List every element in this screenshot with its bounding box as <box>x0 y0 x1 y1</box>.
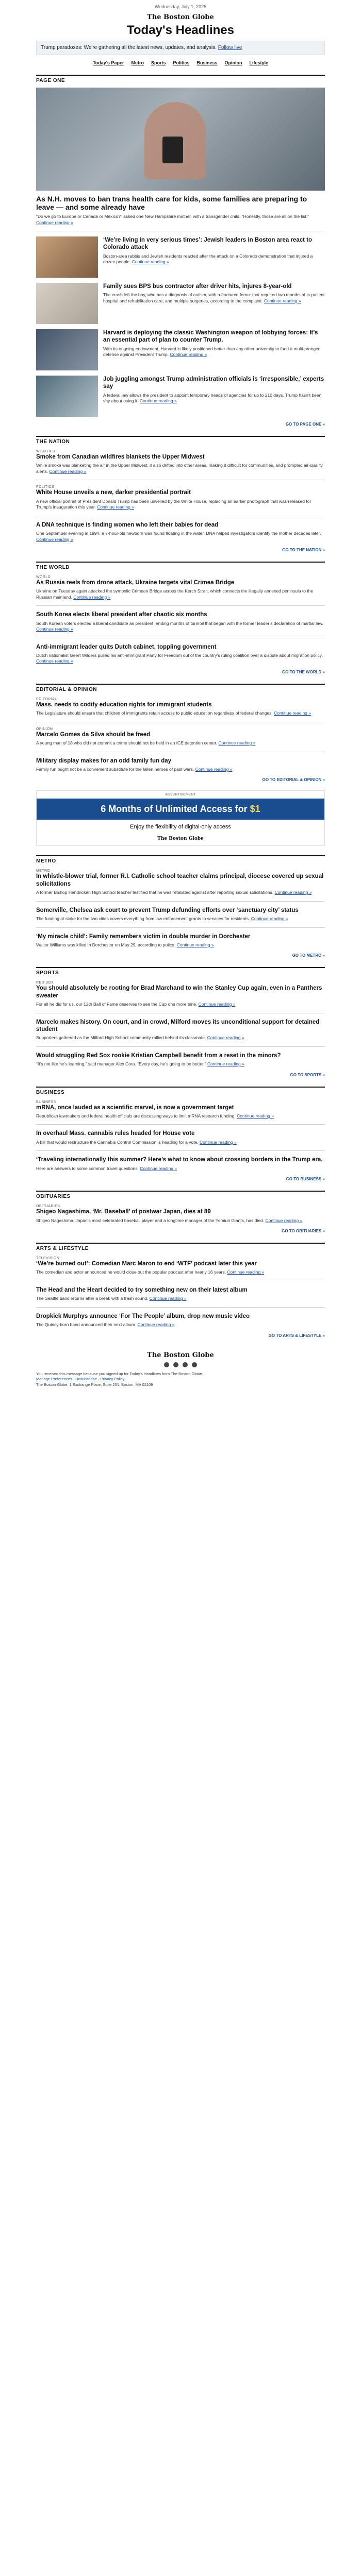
continue-link[interactable]: Continue reading » <box>176 942 214 947</box>
story-headline[interactable]: Mass. needs to codify education rights for immigrant students <box>36 701 212 708</box>
continue-link[interactable]: Continue reading » <box>36 658 73 664</box>
story-kicker: BUSINESS <box>36 1100 56 1104</box>
story <box>36 575 325 600</box>
ad-subtext: Enjoy the flexibility of digital-only access <box>130 824 231 831</box>
story-summary: A former Bishop Hendricken High School teacher testified that he was retaliated against after reporting sexual solicitations. Continue reading » <box>36 890 312 895</box>
story-summary: The comedian and actor announced he would close out the popular podcast after nearly 16 years. Continue reading » <box>36 1269 265 1275</box>
unsubscribe-link[interactable]: Unsubscribe <box>75 1377 97 1382</box>
story-summary: A bill that would restructure the Cannabis Control Commission is heading for a vote. Continue reading » <box>36 1139 237 1145</box>
story-headline[interactable]: Shigeo Nagashima, ‘Mr. Baseball’ of postwar Japan, dies at 89 <box>36 1209 211 1215</box>
social-icons <box>36 1362 325 1367</box>
story <box>36 1257 325 1276</box>
story-summary: Here are answers to some common travel questions. Continue reading » <box>36 1165 177 1171</box>
promo-banner <box>36 41 325 55</box>
story-kicker: OPINION <box>36 727 53 731</box>
story <box>36 981 325 1007</box>
section-arts: ARTS & LIFESTYLE <box>36 1243 325 1251</box>
lead-continue-link[interactable]: Continue reading » <box>36 219 73 225</box>
story-image[interactable] <box>36 376 98 417</box>
lead-story-headline[interactable]: As N.H. moves to ban trans health care for kids, some families are preparing to leave — and some already have <box>36 194 307 212</box>
goto-business-link[interactable]: GO TO BUSINESS » <box>286 1177 325 1182</box>
story <box>36 521 325 543</box>
story-summary: “It’s not like he’s learning,” said manager Alex Cora. “Every day, he’s going to be better.” Continue reading » <box>36 1061 244 1067</box>
section-metro: METRO <box>36 855 325 864</box>
promo-link[interactable]: Follow live <box>218 45 242 50</box>
continue-link[interactable]: Continue reading » <box>49 468 87 474</box>
continue-link[interactable]: Continue reading » <box>140 1165 177 1171</box>
story-summary: Ukraine on Tuesday again attacked the symbolic Crimean Bridge across the Kerch Strait, which connects the illegally annexed peninsula to the Russian mainland. Continue reading » <box>36 588 314 600</box>
story-summary: A young man of 18 who did not commit a crime should not be held in an ICE detention center. Continue reading » <box>36 740 256 746</box>
story <box>36 727 325 747</box>
story-headline[interactable]: Smoke from Canadian wildfires blankets the Upper Midwest <box>36 454 205 461</box>
story-headline[interactable]: ‘Traveling internationally this summer? Here’s what to know about crossing borders in the Trump era. <box>36 1157 323 1163</box>
story <box>36 698 325 717</box>
story-image[interactable] <box>36 236 98 278</box>
story-kicker: WORLD <box>36 575 51 579</box>
section-sports: SPORTS <box>36 967 325 976</box>
continue-link[interactable]: Continue reading » <box>36 626 73 632</box>
story-summary: For all he did for us, our 12th Ball of Fame deserves to see the Cup one more time. Continue reading » <box>36 1002 236 1007</box>
footer-logo[interactable]: The Boston Globe <box>147 1351 214 1359</box>
story <box>36 1052 325 1067</box>
story-summary: Boston-area rabbis and Jewish residents reacted after the attack on a Colorado demonstration that injured a dozen people. Continue reading » <box>103 253 313 265</box>
lead-story-summary: “Do we go to Europe or Canada or Mexico?” asked one New Hampshire mother, with a transgender child. “Honestly, those are all on the list.” Continue reading » <box>36 214 309 225</box>
subscription-ad[interactable] <box>36 790 325 846</box>
continue-link[interactable]: Continue reading » <box>139 398 177 404</box>
story-headline[interactable]: ‘We’re burned out’: Comedian Marc Maron to end ‘WTF’ podcast later this year <box>36 1261 257 1267</box>
continue-link[interactable]: Continue reading » <box>251 916 288 922</box>
nav-opinion[interactable]: Opinion <box>224 60 242 65</box>
footer-links: Manage Preferences · Unsubscribe · Privacy Policy <box>36 1377 125 1382</box>
goto-editorial-link[interactable]: GO TO EDITORIAL & OPINION » <box>262 777 325 783</box>
story-row <box>36 329 325 370</box>
story-headline[interactable]: You should absolutely be rooting for Brad Marchand to win the Stanley Cup again, even in a Panthers sweater <box>36 985 322 999</box>
story-summary: South Korean voters elected a liberal candidate as president, ending months of turmoil that began with the former leader’s declaration of martial law. Continue reading » <box>36 620 323 632</box>
story-headline[interactable]: Harvard is deploying the classic Washington weapon of lobbying forces: It’s an essential part of plan to counter Trump. <box>103 330 318 344</box>
story-summary: The Legislature should ensure that children of immigrants retain access to public education regardless of federal changes. Continue reading » <box>36 710 311 716</box>
continue-link[interactable]: Continue reading » <box>137 1322 175 1328</box>
twitter-icon[interactable] <box>173 1362 178 1367</box>
divider <box>36 1150 325 1151</box>
story-kicker: RED SOX <box>36 981 54 985</box>
continue-link[interactable]: Continue reading » <box>227 1269 265 1275</box>
story <box>36 1019 325 1041</box>
continue-link[interactable]: Continue reading » <box>207 1035 244 1041</box>
story-kicker: POLITICS <box>36 485 55 489</box>
story-kicker: EDITORIAL <box>36 697 57 701</box>
story-summary: The funding at stake for the two cities covers everything from law enforcement grants to services for residents. Continue reading » <box>36 916 288 922</box>
footer <box>36 1351 325 1388</box>
story-summary: A new official portrait of President Donald Trump has been unveiled by the White House, replacing an earlier photograph that was released for Trump’s inauguration this year. Continue reading » <box>36 498 311 510</box>
story-image[interactable] <box>36 283 98 324</box>
nav-sports[interactable]: Sports <box>151 60 166 65</box>
story-kicker: METRO <box>36 869 51 873</box>
facebook-icon[interactable] <box>164 1362 169 1367</box>
story-kicker: TELEVISION <box>36 1257 60 1260</box>
ad-brand-logo: The Boston Globe <box>157 836 204 842</box>
masthead-logo[interactable]: The Boston Globe <box>147 13 214 21</box>
story-headline[interactable]: The Head and the Heart decided to try something new on their latest album <box>36 1286 248 1293</box>
section-business: BUSINESS <box>36 1087 325 1095</box>
story-summary: Supporters gathered as the Milford High School community rallied behind its classmate. Continue reading » <box>36 1035 244 1041</box>
story-headline[interactable]: Anti-immigrant leader quits Dutch cabinet, toppling government <box>36 643 217 650</box>
continue-link[interactable]: Continue reading » <box>97 504 134 510</box>
story-row <box>36 236 325 278</box>
goto-sports-link[interactable]: GO TO SPORTS » <box>290 1072 325 1077</box>
nav-business[interactable]: Business <box>196 60 218 65</box>
continue-link[interactable]: Continue reading » <box>198 1002 236 1007</box>
story-headline[interactable]: White House unveils a new, darker presidential portrait <box>36 489 191 496</box>
story <box>36 1156 325 1172</box>
story-headline[interactable]: Somerville, Chelsea ask court to prevent Trump defunding efforts over ‘sanctuary city’ status <box>36 907 299 913</box>
continue-link[interactable]: Continue reading » <box>170 352 207 358</box>
story-summary: While smoke was blanketing the air in the Upper Midwest, it also drifted into other areas, making it difficult for communities, and prompted air-quality alerts. Continue reading » <box>36 463 323 474</box>
story-summary: Family fun ought not be a convenient substitute for the fallen heroes of past wars. Continue reading » <box>36 766 233 772</box>
footer-address: The Boston Globe, 1 Exchange Place, Suite 201, Boston, MA 02109 <box>36 1382 153 1387</box>
story <box>36 1100 325 1120</box>
continue-link[interactable]: Continue reading » <box>237 1113 274 1118</box>
story <box>36 1286 325 1302</box>
story-summary: A federal law allows the president to appoint temporary heads of agencies for up to 210 days. Trump hasn’t been shy about using it. Continue reading » <box>103 392 322 404</box>
story <box>36 485 325 510</box>
story-summary: Walter Williams was killed in Dorchester on May 29, according to police. Continue reading » <box>36 942 214 947</box>
manage-preferences-link[interactable]: Manage Preferences <box>36 1377 72 1382</box>
story <box>36 757 325 773</box>
story-headline[interactable]: South Korea elects liberal president after chaotic six months <box>36 612 207 618</box>
story-row <box>36 283 325 324</box>
date-line: Wednesday, July 1, 2025 <box>154 4 207 9</box>
nav-politics[interactable]: Politics <box>173 60 190 65</box>
story <box>36 611 325 632</box>
story-headline[interactable]: Family sues BPS bus contractor after driver hits, injures 8-year-old <box>103 283 292 290</box>
story-summary: The Seattle band returns after a break with a fresh sound. Continue reading » <box>36 1296 187 1301</box>
top-nav <box>36 60 325 65</box>
newsletter <box>36 0 325 1408</box>
story <box>36 450 325 474</box>
goto-world-link[interactable]: GO TO THE WORLD » <box>282 669 325 674</box>
story-headline[interactable]: mRNA, once lauded as a scientific marvel, is now a government target <box>36 1104 234 1111</box>
privacy-policy-link[interactable]: Privacy Policy <box>100 1377 125 1382</box>
divider <box>36 1307 325 1308</box>
section-obituaries: OBITUARIES <box>36 1191 325 1199</box>
promo-text: Trump paradoxes: We're gathering all the latest news, updates, and analysis. <box>41 45 217 50</box>
nav-metro[interactable]: Metro <box>131 60 144 65</box>
story <box>36 1313 325 1328</box>
story-summary: One September evening in 1994, a 7-hour-old newborn was found floating in the water. DNA helped investigators identify the mother decades later. Continue reading » <box>36 531 321 542</box>
story <box>36 907 325 922</box>
story-headline[interactable]: As Russia reels from drone attack, Ukraine targets vital Crimea Bridge <box>36 579 235 586</box>
ad-label: ADVERTISEMENT <box>165 793 196 797</box>
story-headline[interactable]: In whistle-blower trial, former R.I. Catholic school teacher claims principal, diocese covered up sexual solicitations <box>36 873 324 887</box>
continue-link[interactable]: Continue reading » <box>200 1139 237 1145</box>
section-page-one: PAGE ONE <box>36 75 325 83</box>
goto-arts-link[interactable]: GO TO ARTS & LIFESTYLE » <box>268 1333 325 1338</box>
goto-page-one-link[interactable]: GO TO PAGE ONE » <box>285 422 325 427</box>
section-world: THE WORLD <box>36 562 325 570</box>
story-headline[interactable]: In overhaul Mass. cannabis rules headed for House vote <box>36 1130 195 1137</box>
divider <box>36 1046 325 1047</box>
story-summary: Shigeo Nagashima, Japan’s most celebrated baseball player and a longtime manager of the Yomiuri Giants, has died. Continue reading » <box>36 1217 303 1223</box>
continue-link[interactable]: Continue reading » <box>195 766 233 772</box>
story <box>36 643 325 665</box>
story-headline[interactable]: Job juggling amongst Trump administration officials is ‘irresponsible,’ experts say <box>103 376 324 390</box>
story-image[interactable] <box>36 329 98 370</box>
section-nation: THE NATION <box>36 436 325 445</box>
lead-photo-phone <box>162 137 183 163</box>
continue-link[interactable]: Continue reading » <box>132 259 169 265</box>
continue-link[interactable]: Continue reading » <box>274 710 311 716</box>
lead-story-image[interactable] <box>36 88 325 191</box>
story-summary: The Quincy-born band announced their next album. Continue reading » <box>36 1322 175 1328</box>
nav-lifestyle[interactable]: Lifestyle <box>249 60 269 65</box>
story <box>36 933 325 948</box>
story-headline[interactable]: Dropkick Murphys announce ‘For The People’ album, drop new music video <box>36 1313 250 1319</box>
continue-link[interactable]: Continue reading » <box>207 1061 244 1067</box>
story-summary: With its ongoing endowment, Harvard is likely positioned better than any other university to fund a multi-pronged defense against President Trump. Continue reading » <box>103 346 321 358</box>
divider <box>36 1124 325 1125</box>
story-row <box>36 376 325 417</box>
story-headline[interactable]: ‘We’re living in very serious times’: Jewish leaders in Boston area react to Colorado attack <box>103 237 312 251</box>
goto-nation-link[interactable]: GO TO THE NATION » <box>282 547 325 552</box>
story-kicker: WEATHER <box>36 450 56 454</box>
continue-link[interactable]: Continue reading » <box>274 890 312 895</box>
divider <box>36 927 325 928</box>
story-headline[interactable]: Military display makes for an odd family fun day <box>36 757 172 764</box>
story-headline[interactable]: Marcelo Gomes da Silva should be freed <box>36 731 151 738</box>
story-headline[interactable]: Would struggling Red Sox rookie Kristian Campbell benefit from a reset in the minors? <box>36 1052 281 1059</box>
instagram-icon[interactable] <box>183 1362 188 1367</box>
goto-metro-link[interactable]: GO TO METRO » <box>292 953 325 958</box>
story-headline[interactable]: A DNA technique is finding women who left their babies for dead <box>36 521 219 528</box>
continue-link[interactable]: Continue reading » <box>264 298 301 303</box>
story-headline[interactable]: Marcelo makes history. On court, and in crowd, Milford moves its unconditional support for detained student <box>36 1019 320 1032</box>
story <box>36 869 325 895</box>
continue-link[interactable]: Continue reading » <box>73 594 111 600</box>
continue-link[interactable]: Continue reading » <box>36 536 73 542</box>
story <box>36 1130 325 1145</box>
divider <box>36 901 325 902</box>
linkedin-icon[interactable] <box>192 1362 197 1367</box>
story-summary: The crash left the boy, who has a diagnosis of autism, with a fractured femur that required two months of in-patient hospital and rehabilitation care, and multiple surgeries, according to the complaint. Continue reading » <box>103 292 325 303</box>
newsletter-title: Today's Headlines <box>127 23 234 37</box>
section-editorial: EDITORIAL & OPINION <box>36 684 325 692</box>
divider <box>36 605 325 606</box>
continue-link[interactable]: Continue reading » <box>218 740 256 746</box>
story-summary: Dutch nationalist Geert Wilders pulled his anti-immigrant Party for Freedom out of the country’s ruling coalition over a dispute about migration policy. Continue reading » <box>36 652 323 664</box>
ad-offer: 6 Months of Unlimited Access for $1 <box>37 799 324 820</box>
continue-link[interactable]: Continue reading » <box>149 1296 187 1301</box>
story-kicker: OBITUARIES <box>36 1205 60 1209</box>
story <box>36 1205 325 1224</box>
footer-text: You received this message because you signed up for Today's Headlines from The Boston Globe. Manage Preferences · Unsubscribe · Privacy Policy The Boston Globe, 1 Exchange Place, Suite 201, Boston, MA 02109 <box>36 1371 325 1388</box>
story-summary: Republican lawmakers and federal health officials are discussing ways to limit mRNA research funding. Continue reading » <box>36 1113 274 1118</box>
story-headline[interactable]: ‘My miracle child’: Family remembers victim in double murder in Dorchester <box>36 933 251 940</box>
goto-obituaries-link[interactable]: GO TO OBITUARIES » <box>282 1229 325 1233</box>
nav-todays-paper[interactable]: Today's Paper <box>92 60 124 65</box>
continue-link[interactable]: Continue reading » <box>265 1217 303 1223</box>
